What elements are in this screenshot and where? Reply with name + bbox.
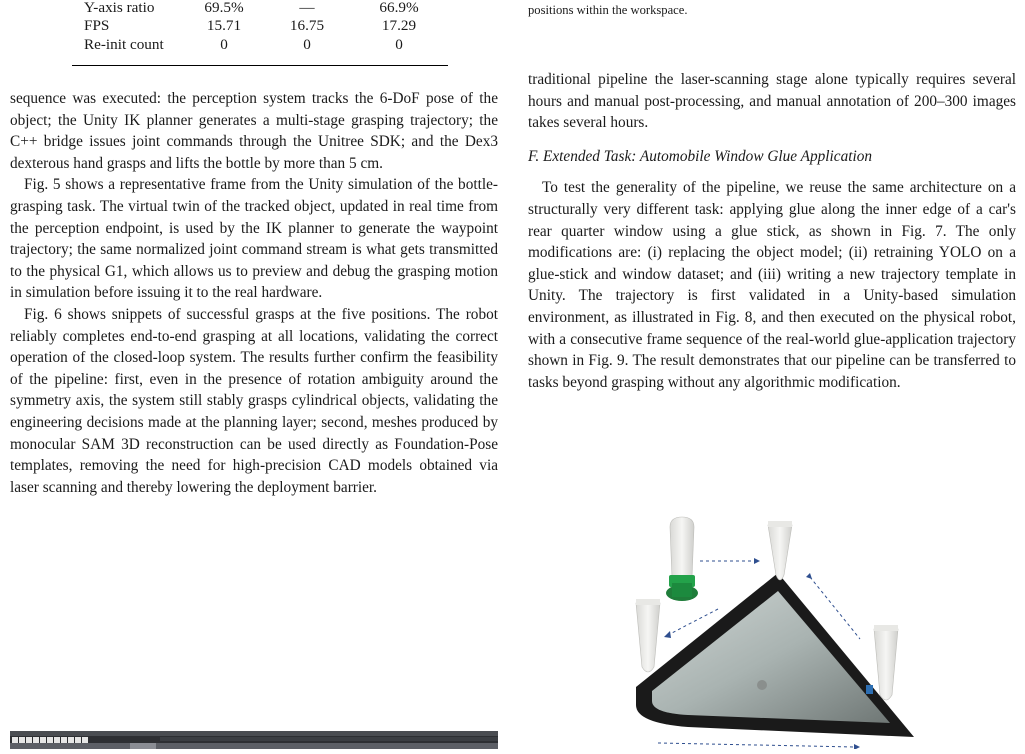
table-row — [72, 36, 448, 54]
figure-7-glue-window-image — [628, 515, 914, 749]
figure-caption-tail: positions within the workspace. — [528, 3, 688, 17]
table-row — [72, 17, 448, 35]
table-cell: — — [299, 0, 315, 16]
arrow-head — [754, 558, 760, 564]
window-titlebar — [10, 731, 498, 736]
arrow-head — [806, 573, 812, 579]
glue-stick-top — [768, 521, 792, 580]
glue-stick-capped — [666, 517, 698, 601]
table-row — [72, 0, 448, 17]
paragraph: Fig. 6 shows snippets of successful grasps at the five positions. The robot reliably completes end-to-end grasping at all locations, validating the correct operation of the closed-loop system. The results further confirm the feasibility of the pipeline: first, even in the presence of rotation ambiguity around the symmetry axis, the system still stably grasps cylindrical objects, validating the engineering decisions made at the planning layer; second, meshes produced by monocular SAM 3D reconstruction can be used directly as Foundation-Pose templates, removing the need for high-precision CAD models obtained via laser scanning and thereby lowering the deployment barrier. — [10, 305, 498, 496]
table-cell: 0 — [395, 35, 403, 53]
viewport-block — [130, 743, 156, 749]
table-cell: FPS — [84, 17, 110, 35]
table-cell: 17.29 — [381, 17, 417, 35]
paragraph: traditional pipeline the laser-scanning stage alone typically requires several hours and manual post-processing, and manual annotation of 200–300 images takes several hours. — [528, 71, 1016, 132]
table-cell: 15.71 — [206, 17, 242, 35]
blue-sticker — [866, 685, 873, 694]
table-bottom-rule — [72, 65, 448, 66]
table-cell: Re-init count — [84, 35, 164, 53]
menu-bar — [160, 737, 498, 741]
figure-6-screenshot-strip — [10, 731, 498, 749]
arrow-head — [664, 631, 671, 638]
left-body-text — [10, 88, 498, 498]
table-cell: 0 — [303, 35, 311, 53]
table-cell: 16.75 — [289, 17, 325, 35]
viewport-area — [10, 743, 498, 749]
trajectory-arrow — [658, 743, 856, 747]
glue-stick-right — [874, 625, 898, 700]
table-cell: 69.5% — [204, 0, 244, 16]
paragraph: sequence was executed: the perception system tracks the 6-DoF pose of the object; the Unity IK planner generates a multi-stage grasping trajectory; the C++ bridge issues joint commands through the Unitree SDK; and the Dex3 dexterous hand grasps and lifts the bottle by more than 5 cm. — [10, 90, 498, 172]
arrow-head — [854, 744, 860, 749]
table-cell: 66.9% — [379, 0, 419, 16]
section-heading: F. Extended Task: Automobile Window Glue Application — [528, 147, 873, 165]
glue-stick-left — [636, 599, 660, 672]
paragraph: To test the generality of the pipeline, we reuse the same architecture on a structurally very different task: applying glue along the inner edge of a car's rear quarter window using a glue stick, as shown in Fig. 7. The only modifications are: (i) replacing the object model; (ii) retraining YOLO on a glue-stick and window dataset; and (iii) writing a new trajectory template in Unity. The trajectory is first validated in a Unity-based simulation environment, as illustrated in Fig. 8, and then executed on the physical robot, with a consecutive frame sequence of the real-world glue-application trajectory shown in Fig. 9. The result demonstrates that our pipeline can be transferred to tasks beyond grasping without any algorithmic modification. — [528, 179, 1016, 391]
table-cell: 0 — [220, 35, 228, 53]
right-body-text — [528, 69, 1016, 393]
paragraph: Fig. 5 shows a representative frame from the Unity simulation of the bottle-grasping task. The virtual twin of the tracked object, updated in real time from the perception endpoint, is used by the IK planner to generate the waypoint trajectory; the same normalized joint command stream is what gets transmitted to the physical G1, which allows us to preview and debug the grasping motion in simulation before issuing it to the real hardware. — [10, 176, 498, 302]
glass-label — [757, 680, 767, 690]
results-table — [72, 0, 448, 54]
table-cell: Y-axis ratio — [84, 0, 155, 16]
